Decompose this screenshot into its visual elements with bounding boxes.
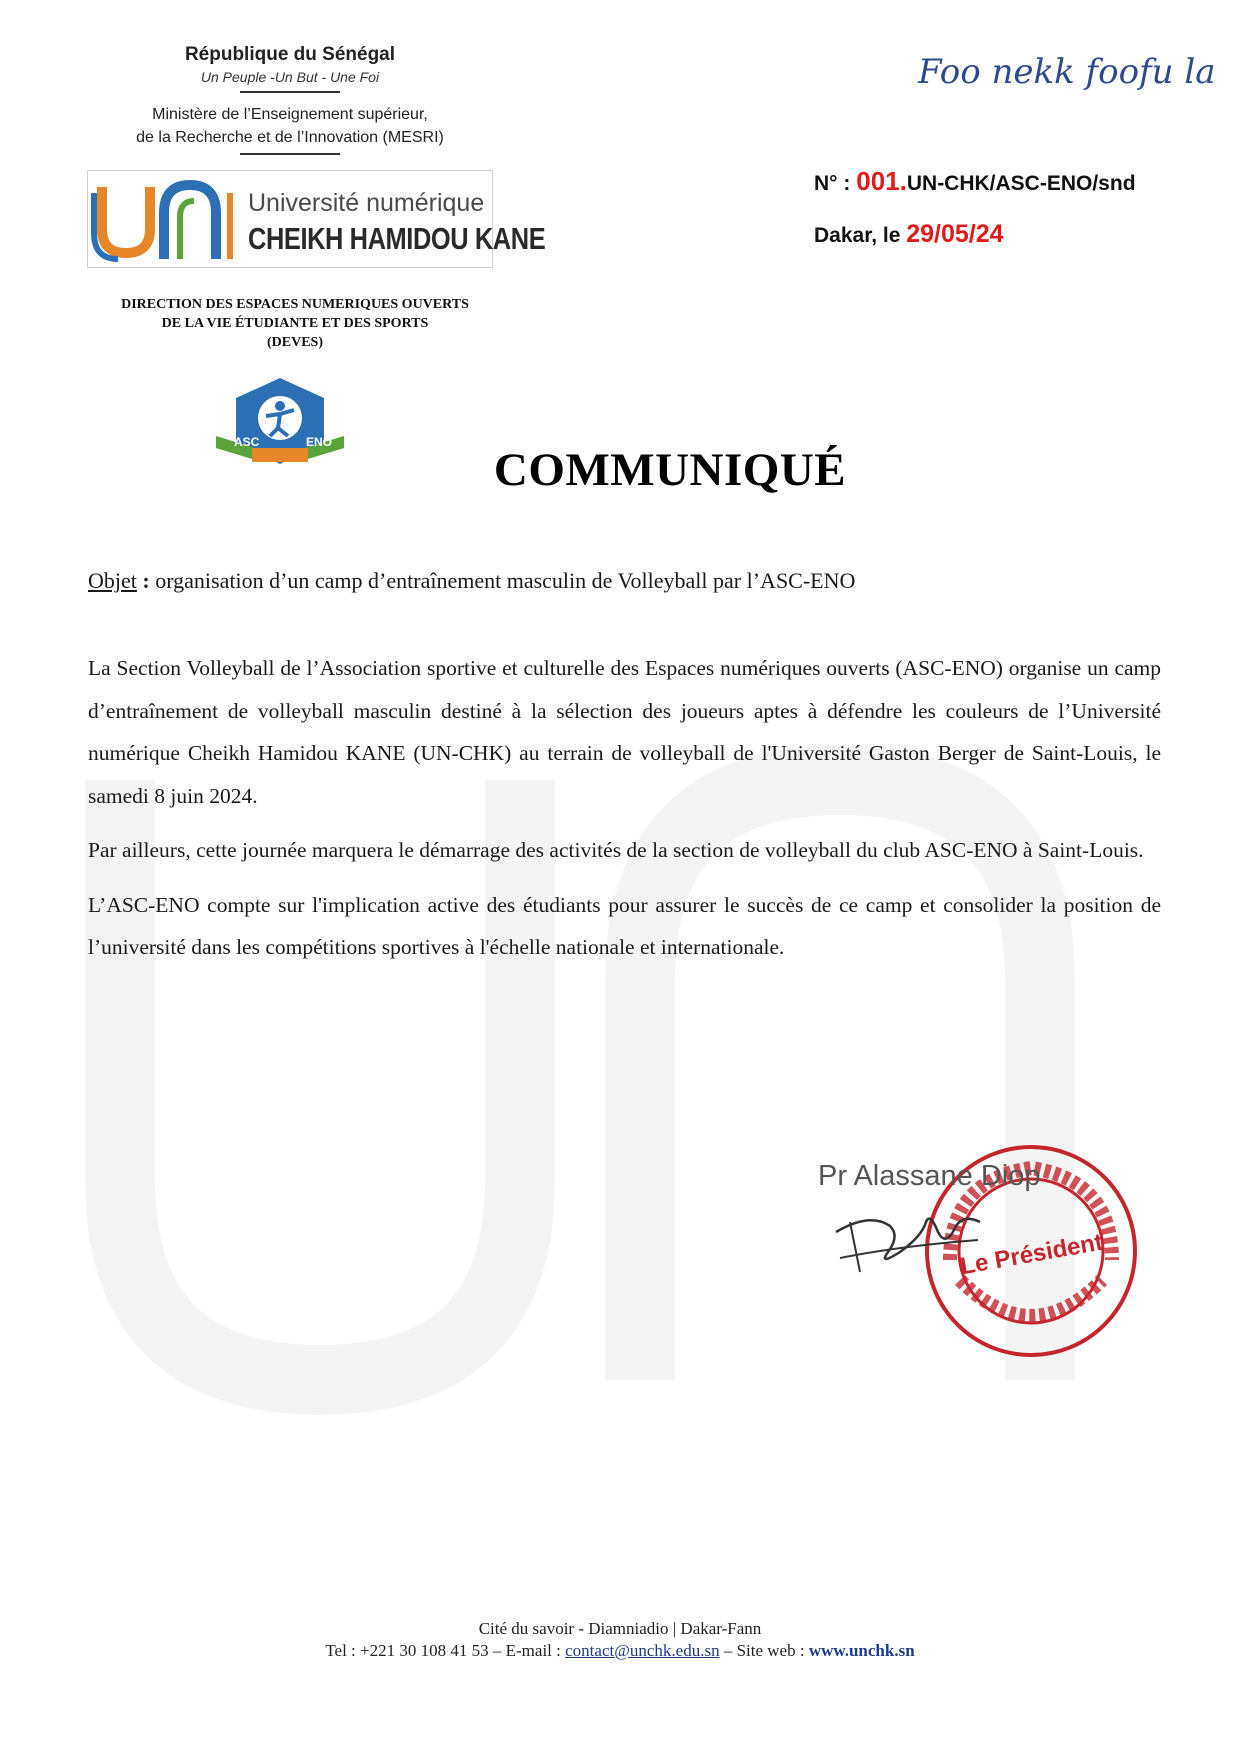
subject-line (88, 568, 855, 594)
handwritten-signature-icon (830, 1192, 990, 1282)
ministry-line-1: Ministère de l’Enseignement supérieur, (152, 106, 428, 123)
website-link[interactable]: www.unchk.sn (808, 1641, 915, 1660)
subject-text: organisation d’un camp d’entraînement masculin de Volleyball par l’ASC-ENO (155, 568, 856, 593)
signer-name: Pr Alassane Diop (818, 1160, 1041, 1192)
dateline (814, 220, 1004, 249)
subject-separator: : (142, 568, 150, 593)
dateline-date: 29/05/24 (906, 220, 1004, 248)
direction-line-3: (DEVES) (266, 335, 323, 350)
ministry-divider (240, 153, 340, 155)
paragraph: L’ASC-ENO compte sur l'implication active des étudiants pour assurer le succès de ce camp et consolider la position de l’université dans les compétitions sportives à l'échelle nationale et internationale. (88, 892, 1161, 959)
svg-text:ASC: ASC (234, 435, 260, 449)
subject-label: Objet (88, 568, 137, 593)
university-name-line-1: Université numérique (248, 189, 485, 217)
header-divider (240, 91, 340, 93)
slogan: Foo nekk foofu la (918, 52, 1216, 92)
dateline-prefix: Dakar, le (814, 224, 901, 247)
footer-tel-label: Tel : (325, 1641, 356, 1660)
stamp-title: Le Président (958, 1228, 1105, 1281)
reference-number (814, 166, 1136, 197)
reference-number-value: 001. (856, 166, 907, 196)
footer-contact (0, 1640, 1240, 1662)
republic-header (100, 44, 480, 155)
reference-code: UN-CHK/ASC-ENO/snd (906, 172, 1136, 195)
footer-tel: +221 30 108 41 53 (360, 1641, 489, 1660)
paragraph: Par ailleurs, cette journée marquera le démarrage des activités de la section de volleyball du club ASC-ENO à Saint-Louis. (88, 838, 1144, 862)
ministry-line-2: de la Recherche et de l’Innovation (MESRI) (136, 129, 444, 146)
page-title: COMMUNIQUÉ (493, 444, 847, 496)
national-motto: Un Peuple -Un But - Une Foi (200, 69, 380, 85)
direction-line-1: DIRECTION DES ESPACES NUMERIQUES OUVERTS (121, 297, 469, 312)
footer-address: Cité du savoir - Diamniadio | Dakar-Fann (478, 1619, 762, 1638)
body-text (88, 647, 1161, 981)
university-name-line-2: CHEIKH HAMIDOU KANE (248, 221, 546, 256)
footer (0, 1618, 1240, 1662)
footer-web-label: – Site web : (723, 1641, 805, 1660)
email-link[interactable]: contact@unchk.edu.sn (565, 1641, 720, 1660)
footer-email-label: – E-mail : (492, 1641, 561, 1660)
un-chk-logo-icon (90, 173, 240, 265)
direction-line-2: DE LA VIE ÉTUDIANTE ET DES SPORTS (161, 316, 429, 331)
reference-label: N° : (814, 172, 851, 195)
university-logo (87, 170, 546, 268)
svg-text:ENO: ENO (306, 435, 333, 449)
direction-block (80, 295, 510, 352)
country-name: République du Sénégal (184, 44, 396, 65)
paragraph: La Section Volleyball de l’Association sportive et culturelle des Espaces numériques ouverts (ASC-ENO) organise un camp d’entraînement de volleyball masculin destiné à la sélection des joueurs aptes à défendre les couleurs de l’Université numérique Cheikh Hamidou KANE (UN-CHK) au terrain de volleyball de l'Université Gaston Berger de Saint-Louis, le samedi 8 juin 2024. (88, 656, 1161, 808)
